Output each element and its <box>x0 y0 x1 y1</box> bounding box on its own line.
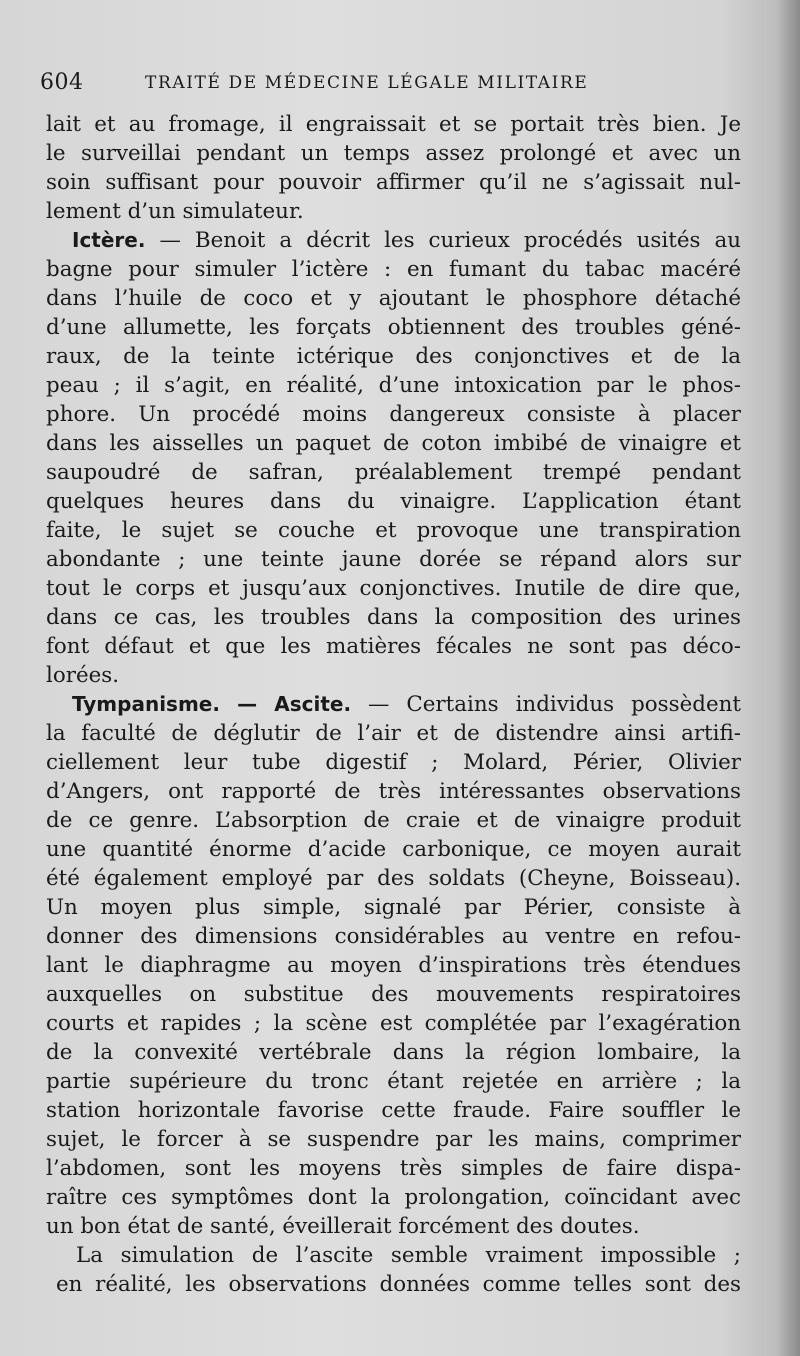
text-line: raux, de la teinte ictérique des conjonctives et de la <box>46 344 741 369</box>
text-line: de ce genre. L’absorption de craie et de vinaigre produit <box>46 808 741 833</box>
text-line: courts et rapides ; la scène est complétée par l’exagération <box>46 1011 741 1036</box>
paragraph-tympanisme-first-line <box>46 690 741 719</box>
text-line: font défaut et que les matières fécales ne sont pas déco- <box>46 634 741 659</box>
text-line: raître ces symptômes dont la prolongation, coïncidant avec <box>46 1185 741 1210</box>
text-line: Un moyen plus simple, signalé par Périer, consiste à <box>46 895 741 920</box>
text-line: lant le diaphragme au moyen d’inspirations très étendues <box>46 953 741 978</box>
text-line: phore. Un procédé moins dangereux consiste à placer <box>46 402 741 427</box>
text-line: faite, le sujet se couche et provoque une transpiration <box>46 518 741 543</box>
text-line: dans les aisselles un paquet de coton imbibé de vinaigre et <box>46 431 741 456</box>
paragraph-ictere-first-line <box>46 226 741 255</box>
text-line: dans l’huile de coco et y ajoutant le phosphore détaché <box>46 286 741 311</box>
text-line: peau ; il s’agit, en réalité, d’une intoxication par le phos- <box>46 373 741 398</box>
text-line: station horizontale favorise cette fraude. Faire souffler le <box>46 1098 741 1123</box>
text-line: soin suffisant pour pouvoir affirmer qu’il ne s’agissait nul- <box>46 170 741 195</box>
text-line: lait et au fromage, il engraissait et se portait très bien. Je <box>46 112 741 137</box>
text-line: de la convexité vertébrale dans la région lombaire, la <box>46 1040 741 1065</box>
body-text <box>46 110 741 1299</box>
text-line: lement d’un simulateur. <box>46 199 304 224</box>
text-line: l’abdomen, sont les moyens très simples de faire dispa- <box>46 1156 741 1181</box>
text-line: donner des dimensions considérables au ventre en refou- <box>46 924 741 949</box>
text-line: une quantité énorme d’acide carbonique, ce moyen aurait <box>46 837 741 862</box>
text-line: la faculté de déglutir de l’air et de distendre ainsi artifi- <box>46 721 741 746</box>
text-line: ciellement leur tube digestif ; Molard, Périer, Olivier <box>46 750 741 775</box>
section-heading-tympanisme: Tympanisme. — Ascite. <box>72 692 352 716</box>
text-line: partie supérieure du tronc étant rejetée en arrière ; la <box>46 1069 741 1094</box>
text-line: tout le corps et jusqu’aux conjonctives. Inutile de dire que, <box>46 576 741 601</box>
text-line: sujet, le forcer à se suspendre par les mains, comprimer <box>46 1127 741 1152</box>
text-line: un bon état de santé, éveillerait forcément des doutes. <box>46 1214 640 1239</box>
text-line: auxquelles on substitue des mouvements respiratoires <box>46 982 741 1007</box>
text-line: d’Angers, ont rapporté de très intéressantes observations <box>46 779 741 804</box>
text-line: abondante ; une teinte jaune dorée se répand alors sur <box>46 547 741 572</box>
page-header <box>40 70 760 100</box>
text-line: saupoudré de safran, préalablement trempé pendant <box>46 460 741 485</box>
text-line: d’une allumette, les forçats obtiennent des troubles géné- <box>46 315 741 340</box>
section-heading-ictere: Ictère. <box>72 228 146 252</box>
text-span: — Certains individus possèdent <box>351 692 741 717</box>
text-line: quelques heures dans du vinaigre. L’application étant <box>46 489 741 514</box>
text-line: La simulation de l’ascite semble vraiment impossible ; <box>76 1243 741 1268</box>
text-line: bagne pour simuler l’ictère : en fumant du tabac macéré <box>46 257 741 282</box>
text-line: lorées. <box>46 663 120 688</box>
text-line: le surveillai pendant un temps assez prolongé et avec un <box>46 141 741 166</box>
running-title: TRAITÉ DE MÉDECINE LÉGALE MILITAIRE <box>145 73 589 93</box>
page-number: 604 <box>40 70 84 95</box>
text-line: dans ce cas, les troubles dans la composition des urines <box>46 605 741 630</box>
text-line: été également employé par des soldats (Cheyne, Boisseau). <box>46 866 741 891</box>
text-line: en réalité, les observations données comme telles sont des <box>56 1272 741 1297</box>
text-span: — Benoit a décrit les curieux procédés usités au <box>145 228 741 253</box>
